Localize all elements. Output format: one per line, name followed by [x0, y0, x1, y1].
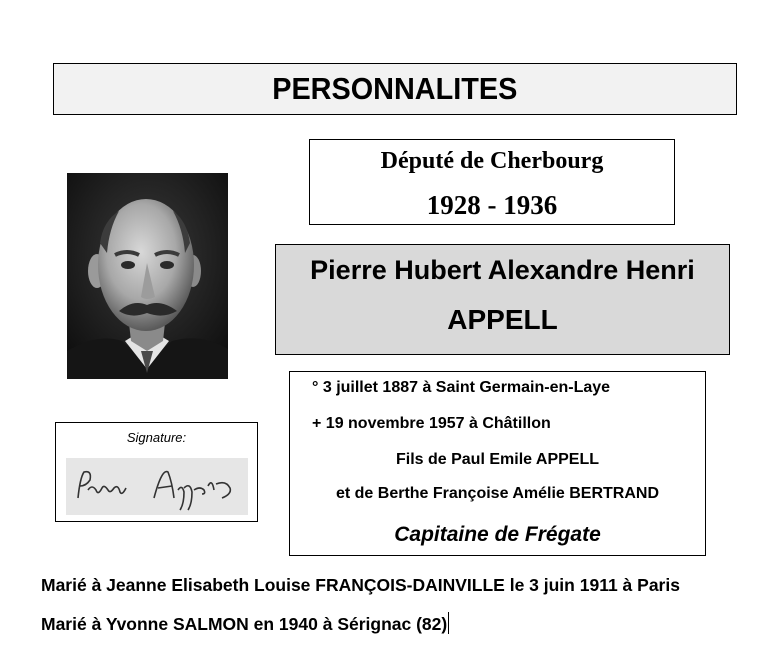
office-role: Député de Cherbourg	[380, 148, 604, 174]
office-box	[309, 139, 675, 225]
signature-label: Signature:	[126, 430, 187, 445]
title-box	[53, 63, 737, 115]
marriage-line-2-text: Marié à Yvonne SALMON en 1940 à Sérignac (82)	[41, 614, 448, 634]
bio-box	[289, 371, 706, 556]
mother-line: et de Berthe Françoise Amélie BERTRAND	[335, 485, 660, 502]
signature-image	[66, 458, 248, 515]
rank-line: Capitaine de Frégate	[394, 523, 601, 546]
portrait-photo	[67, 173, 228, 379]
person-given-names: Pierre Hubert Alexandre Henri	[310, 255, 695, 285]
name-box	[275, 244, 730, 355]
father-line: Fils de Paul Emile APPELL	[395, 451, 599, 468]
marriage-line-2	[41, 612, 449, 635]
person-surname: APPELL	[447, 304, 558, 335]
birth-line: ° 3 juillet 1887 à Saint Germain-en-Laye	[312, 379, 611, 396]
death-line: + 19 novembre 1957 à Châtillon	[312, 415, 551, 432]
signature-box	[55, 422, 258, 522]
text-cursor	[448, 612, 449, 634]
office-years: 1928 - 1936	[426, 190, 558, 220]
marriage-line-1: Marié à Jeanne Elisabeth Louise FRANÇOIS-DAINVILLE le 3 juin 1911 à Paris	[41, 575, 680, 595]
page-title: PERSONNALITES	[272, 71, 518, 106]
